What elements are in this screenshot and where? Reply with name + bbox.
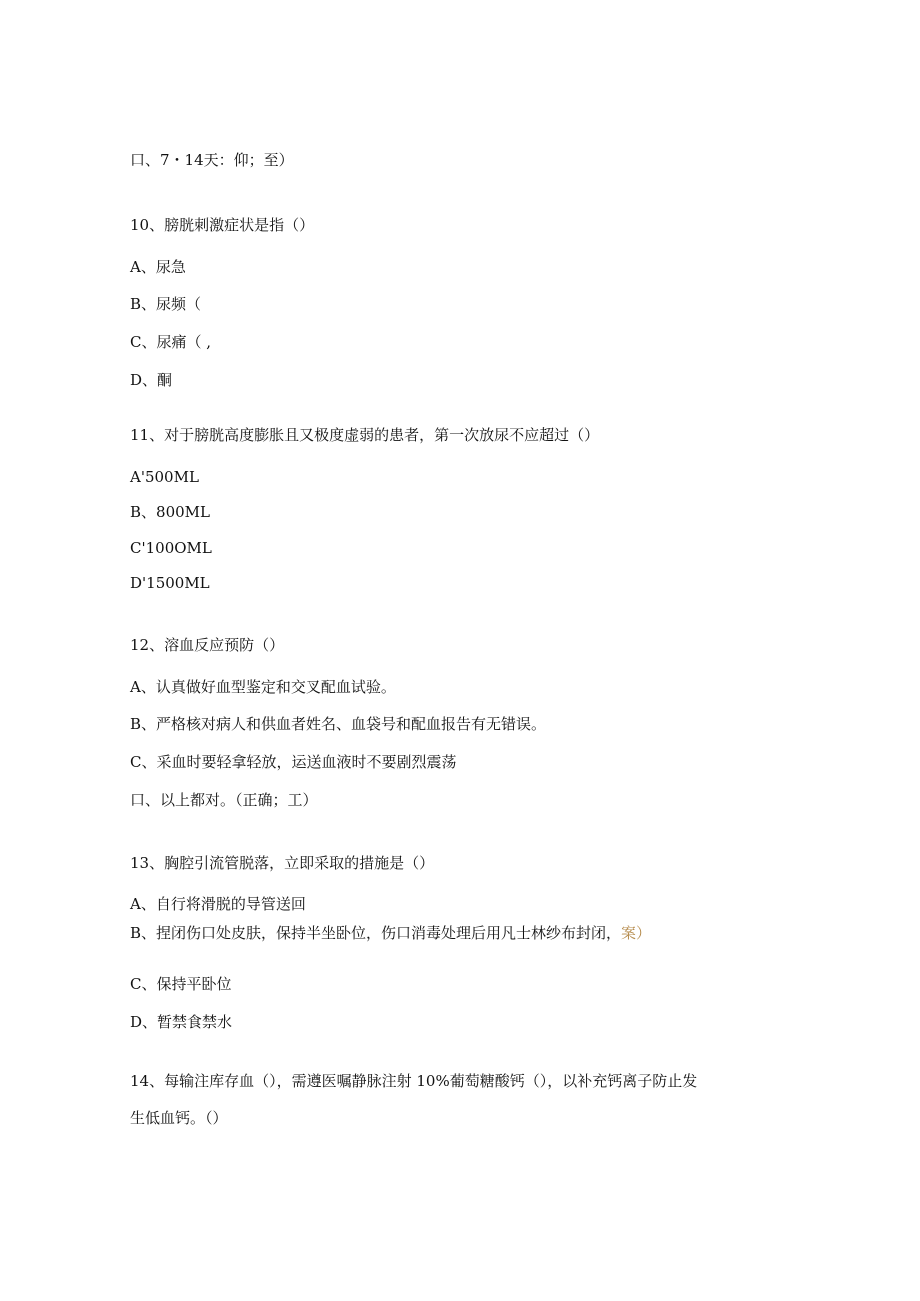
question-13-option-c: C、保持平卧位 — [130, 975, 232, 993]
question-10-option-b: B、尿频（ — [130, 295, 202, 313]
question-12-option-d: 口、以上都对。（正确；工） — [130, 791, 318, 809]
question-12-option-b: B、严格核对病人和供血者姓名、血袋号和配血报告有无错误。 — [130, 715, 547, 733]
question-12-stem: 12、溶血反应预防（） — [130, 636, 285, 654]
question-10-option-c: C、尿痛（ , — [130, 333, 212, 351]
question-13-option-a: A、自行将滑脱的导管送回 — [130, 895, 306, 913]
question-11-option-a: A'500ML — [130, 468, 199, 486]
question-13-option-d: D、暂禁食禁水 — [130, 1013, 233, 1031]
question-13-option-b-note: 案） — [621, 924, 652, 942]
question-10-option-d: D、酮 — [130, 371, 173, 389]
question-13-stem: 13、胸腔引流管脱落，立即采取的措施是（） — [130, 854, 435, 872]
question-13-option-b: B、捏闭伤口处皮肤，保持半坐卧位，伤口消毒处理后用凡士林纱布封闭， — [130, 924, 622, 942]
question-11-option-c: C'100OML — [130, 539, 212, 557]
previous-answer-line: 口、7・14天：仰；至） — [130, 151, 294, 169]
question-13-option-b-line — [130, 923, 651, 943]
question-11-option-b: B、800ML — [130, 503, 210, 521]
question-10-stem: 10、膀胱刺激症状是指（） — [130, 216, 315, 234]
question-12-option-c: C、采血时要轻拿轻放，运送血液时不要剧烈震荡 — [130, 753, 457, 771]
question-12-option-a: A、认真做好血型鉴定和交叉配血试验。 — [130, 678, 396, 696]
question-10-option-a: A、尿急 — [130, 258, 186, 276]
question-14-line-2: 生低血钙。（） — [130, 1109, 228, 1127]
question-14-line-1: 14、每输注库存血（），需遵医嘱静脉注射 10%葡萄糖酸钙（），以补充钙离子防止发 — [130, 1072, 698, 1090]
question-11-stem: 11、对于膀胱高度膨胀且又极度虚弱的患者，第一次放尿不应超过（） — [130, 426, 600, 444]
question-11-option-d: D'1500ML — [130, 574, 210, 592]
